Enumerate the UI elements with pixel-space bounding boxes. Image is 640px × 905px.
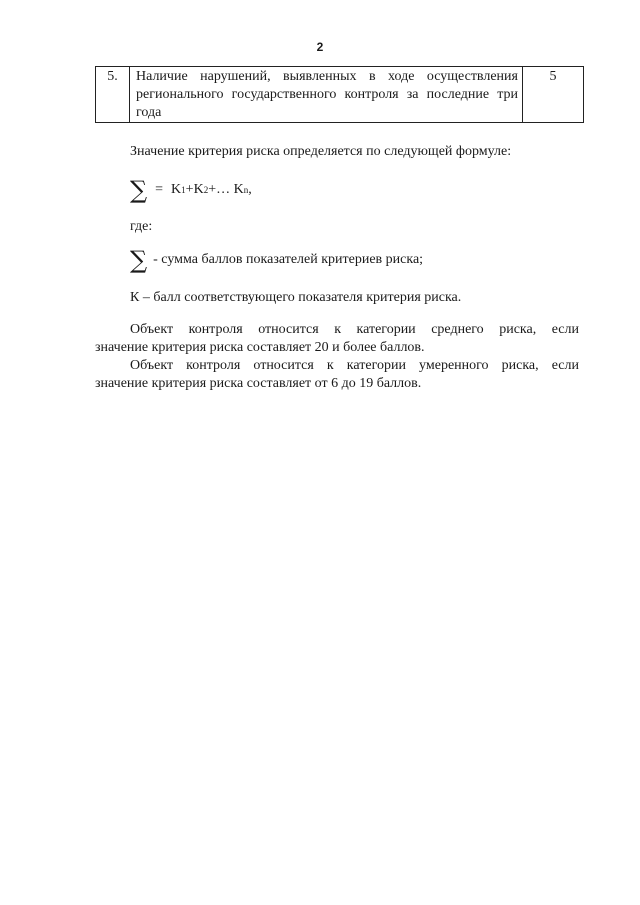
formula-intro: Значение критерия риска определяется по следующей формуле: (130, 144, 512, 159)
row-number: 5. (96, 67, 130, 123)
k-definition: К – балл соответствующего показателя критерия риска. (130, 290, 462, 305)
formula-rest-kn: +… K (208, 182, 244, 197)
sigma-definition (130, 248, 423, 272)
criteria-table (95, 66, 584, 123)
row-criterion-text: Наличие нарушений, выявленных в ходе осуществления регионального государственного контроля за последние три года (130, 67, 523, 123)
sigma-definition-text: - сумма баллов показателей критериев риска; (153, 252, 424, 267)
paragraph-line: значение критерия риска составляет 20 и более баллов. (95, 340, 425, 355)
sigma-symbol: ∑ (130, 246, 148, 274)
formula-k2-subscript: 2 (203, 185, 209, 195)
sigma-symbol: ∑ (130, 176, 148, 204)
formula-kn-subscript: n (243, 185, 249, 195)
formula-tail: , (248, 182, 252, 197)
formula-plus-k2: +K (185, 182, 204, 197)
formula-k1-subscript: 1 (181, 185, 186, 195)
paragraph-line: Объект контроля относится к категории умеренного риска, если (130, 358, 579, 373)
where-label: где: (130, 219, 153, 234)
paragraph-moderate-risk (95, 357, 579, 393)
paragraph-line: Объект контроля относится к категории среднего риска, если (130, 322, 579, 337)
formula-equals: = (155, 182, 164, 197)
row-score: 5 (523, 67, 584, 123)
page-number: 2 (316, 40, 324, 54)
risk-formula (130, 178, 252, 202)
formula-k1: K (171, 182, 182, 197)
paragraph-line: значение критерия риска составляет от 6 до 19 баллов. (95, 376, 422, 391)
table-row (96, 67, 584, 123)
paragraph-medium-risk (95, 321, 579, 357)
